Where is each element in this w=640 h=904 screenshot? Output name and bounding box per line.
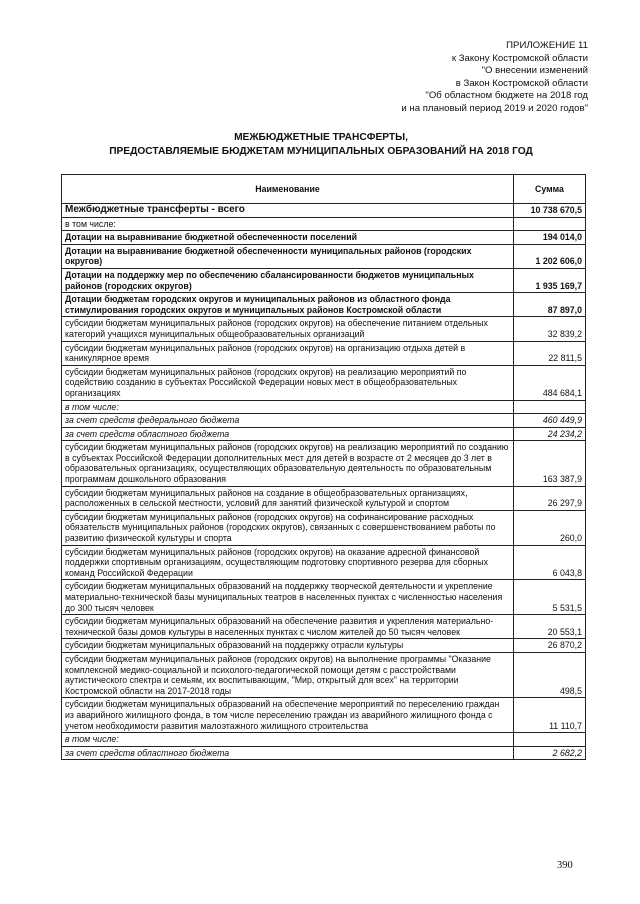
row-name-cell: субсидии бюджетам муниципальных районов (городских округов) на организацию отдыха детей в каникулярное время: [62, 341, 514, 365]
table-row: [62, 231, 586, 245]
row-name-cell: в том числе:: [62, 400, 514, 414]
table-row: [62, 615, 586, 639]
row-sum-cell: 10 738 670,5: [514, 204, 586, 218]
row-name-cell: субсидии бюджетам муниципальных районов (городских округов) на софинансирование расходных обязательств муниципальных районов (городских округов), связанных с совершенствованием работы по развитию физической культуры и спорта: [62, 510, 514, 545]
table-row: [62, 365, 586, 400]
row-sum-cell: [514, 217, 586, 231]
table-row: [62, 441, 586, 486]
row-sum-cell: 26 297,9: [514, 486, 586, 510]
table-row: [62, 217, 586, 231]
document-title: [60, 131, 582, 159]
row-name-cell: за счет средств областного бюджета: [62, 427, 514, 441]
row-name-cell: субсидии бюджетам муниципальных районов (городских округов) на реализацию мероприятий по содействию созданию в субъектах Российской Федерации новых мест в общеобразовательных организациях: [62, 365, 514, 400]
row-name-cell: за счет средств федерального бюджета: [62, 414, 514, 428]
row-name-cell: субсидии бюджетам муниципальных образований на обеспечение развития и укрепления материально-технической базы домов культуры в населенных пунктах с числом жителей до 50 тысяч человек: [62, 615, 514, 639]
row-name-cell: субсидии бюджетам муниципальных образований на обеспечение мероприятий по переселению граждан из аварийного жилищного фонда, в том числе переселению граждан из аварийного жилищного фонда с учетом необходимости развития малоэтажного жилищного строительства: [62, 698, 514, 733]
row-sum-cell: 6 043,8: [514, 545, 586, 580]
appendix-line: и на плановый период 2019 и 2020 годов": [401, 102, 588, 114]
table-row: [62, 746, 586, 760]
table-row: [62, 733, 586, 747]
appendix-line: к Закону Костромской области: [451, 52, 588, 64]
row-sum-cell: 194 014,0: [514, 231, 586, 245]
row-sum-cell: [514, 400, 586, 414]
row-name-cell: субсидии бюджетам муниципальных образований на поддержку отрасли культуры: [62, 639, 514, 653]
row-sum-cell: 32 839,2: [514, 317, 586, 341]
table-body: [62, 204, 586, 760]
table-row: [62, 414, 586, 428]
table-row: [62, 244, 586, 268]
table-row: [62, 698, 586, 733]
table-row: [62, 317, 586, 341]
row-sum-cell: 5 531,5: [514, 580, 586, 615]
table-row: [62, 580, 586, 615]
title-line-2: ПРЕДОСТАВЛЯЕМЫЕ БЮДЖЕТАМ МУНИЦИПАЛЬНЫХ ОБРАЗОВАНИЙ НА 2018 ГОД: [109, 146, 533, 157]
row-sum-cell: 1 935 169,7: [514, 268, 586, 292]
row-sum-cell: 460 449,9: [514, 414, 586, 428]
row-sum-cell: 11 110,7: [514, 698, 586, 733]
row-name-cell: в том числе:: [62, 733, 514, 747]
row-sum-cell: 22 811,5: [514, 341, 586, 365]
row-sum-cell: 1 202 606,0: [514, 244, 586, 268]
table-header-row: [62, 175, 586, 204]
table-row: [62, 268, 586, 292]
row-name-cell: Дотации на выравнивание бюджетной обеспеченности поселений: [62, 231, 514, 245]
column-header-sum: Сумма: [514, 175, 586, 204]
row-sum-cell: 498,5: [514, 652, 586, 697]
table-row: [62, 427, 586, 441]
transfers-table: [61, 174, 586, 760]
appendix-line: в Закон Костромской области: [455, 77, 588, 89]
appendix-line: "О внесении изменений: [481, 65, 588, 77]
table-row: [62, 545, 586, 580]
row-sum-cell: 484 684,1: [514, 365, 586, 400]
row-sum-cell: 163 387,9: [514, 441, 586, 486]
appendix-header: [288, 40, 588, 116]
row-name-cell: Дотации бюджетам городских округов и муниципальных районов из областного фонда стимулирования городских округов и муниципальных районов Костромской области: [62, 293, 514, 317]
table-row: [62, 400, 586, 414]
appendix-line: "Об областном бюджете на 2018 год: [425, 90, 588, 102]
row-sum-cell: 26 870,2: [514, 639, 586, 653]
appendix-line: ПРИЛОЖЕНИЕ 11: [506, 40, 588, 51]
row-sum-cell: [514, 733, 586, 747]
row-name-cell: в том числе:: [62, 217, 514, 231]
row-sum-cell: 2 682,2: [514, 746, 586, 760]
row-name-cell: субсидии бюджетам муниципальных районов на создание в общеобразовательных организациях, расположенных в сельской местности, условий для занятий физической культурой и спортом: [62, 486, 514, 510]
row-name-cell: Дотации на выравнивание бюджетной обеспеченности муниципальных районов (городских округов): [62, 244, 514, 268]
row-sum-cell: 87 897,0: [514, 293, 586, 317]
table-row: [62, 652, 586, 697]
row-name-cell: Дотации на поддержку мер по обеспечению сбалансированности бюджетов муниципальных районов (городских округов): [62, 268, 514, 292]
row-name-cell: Межбюджетные трансферты - всего: [62, 204, 514, 218]
row-name-cell: субсидии бюджетам муниципальных районов (городских округов) на выполнение программы "Оказание комплексной медико-социальной и психолого-педагогической помощи детям с расстройствами аутистического спектра и семьям, их воспитывающим, "Мир, открытый для всех" на территории Костромской области на 2017-2018 годы: [62, 652, 514, 697]
page-number: 390: [557, 860, 573, 871]
row-sum-cell: 260,0: [514, 510, 586, 545]
table-row: [62, 510, 586, 545]
row-name-cell: субсидии бюджетам муниципальных районов (городских округов) на оказание адресной финансовой поддержки спортивным организациям, осуществляющим подготовку спортивного резерва для сборных команд Российской Федерации: [62, 545, 514, 580]
row-name-cell: субсидии бюджетам муниципальных районов (городских округов) на реализацию мероприятий по созданию в субъектах Российской Федерации дополнительных мест для детей в возрасте от 2 месяцев до 3 лет в образовательных организациях, осуществляющих образовательную деятельность по образовательным программам дошкольного образования: [62, 441, 514, 486]
table-row: [62, 639, 586, 653]
table-row: [62, 341, 586, 365]
row-sum-cell: 24 234,2: [514, 427, 586, 441]
row-name-cell: субсидии бюджетам муниципальных образований на поддержку творческой деятельности и укрепление материально-технической базы муниципальных театров в населенных пунктах с численностью населения до 300 тысяч человек: [62, 580, 514, 615]
row-sum-cell: 20 553,1: [514, 615, 586, 639]
table-row: [62, 204, 586, 218]
row-name-cell: за счет средств областного бюджета: [62, 746, 514, 760]
row-name-cell: субсидии бюджетам муниципальных районов (городских округов) на обеспечение питанием отдельных категорий учащихся муниципальных общеобразовательных организаций: [62, 317, 514, 341]
table-row: [62, 293, 586, 317]
table-row: [62, 486, 586, 510]
title-line-1: МЕЖБЮДЖЕТНЫЕ ТРАНСФЕРТЫ,: [234, 132, 408, 143]
column-header-name: Наименование: [62, 175, 514, 204]
